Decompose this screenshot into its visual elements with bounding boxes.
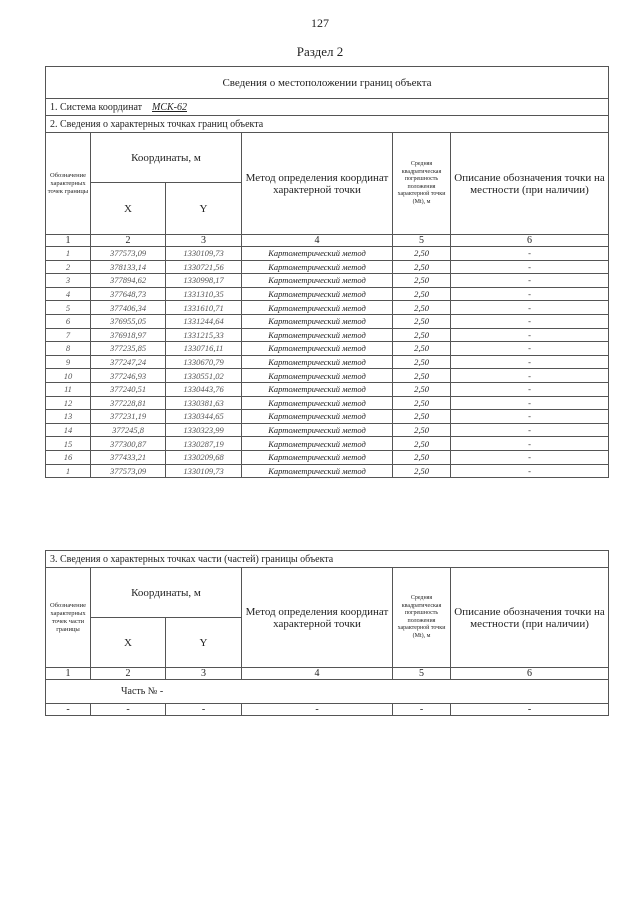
point-y: 1330721,56 — [166, 260, 242, 274]
point-method: Картометрический метод — [242, 437, 393, 451]
point-number: 1 — [46, 464, 91, 478]
point-y: 1331244,64 — [166, 314, 242, 328]
point-x: 377247,24 — [91, 355, 166, 369]
point-y: 1330670,79 — [166, 355, 242, 369]
table-title: Сведения о местоположении границ объекта — [46, 67, 609, 99]
point-accuracy: 2,50 — [393, 437, 451, 451]
point-number: 4 — [46, 287, 91, 301]
point-number: 2 — [46, 260, 91, 274]
boundary-table — [45, 66, 609, 478]
point-number: 13 — [46, 410, 91, 424]
point-y: 1331215,33 — [166, 328, 242, 342]
table-row — [46, 382, 609, 396]
page-number: 127 — [311, 16, 329, 30]
point-method: Картометрический метод — [242, 301, 393, 315]
table-row — [46, 410, 609, 424]
point-y: 1330443,76 — [166, 382, 242, 396]
point-y: 1330716,11 — [166, 342, 242, 356]
empty-cell: - — [46, 704, 91, 716]
table-row — [46, 396, 609, 410]
point-method: Картометрический метод — [242, 450, 393, 464]
point-number: 11 — [46, 382, 91, 396]
point-x: 376918,97 — [91, 328, 166, 342]
point-method: Картометрический метод — [242, 328, 393, 342]
point-y: 1331610,71 — [166, 301, 242, 315]
header-accuracy: Средняя квадратическая погрешность положения характерной точки (Mt), м — [393, 133, 451, 235]
point-accuracy: 2,50 — [393, 247, 451, 261]
point-number: 15 — [46, 437, 91, 451]
point-number: 9 — [46, 355, 91, 369]
points-body — [46, 247, 609, 478]
table-row — [46, 464, 609, 478]
point-method: Картометрический метод — [242, 423, 393, 437]
point-method: Картометрический метод — [242, 369, 393, 383]
point-number: 12 — [46, 396, 91, 410]
point-method: Картометрический метод — [242, 314, 393, 328]
point-method: Картометрический метод — [242, 274, 393, 288]
point-accuracy: 2,50 — [393, 260, 451, 274]
point-description: - — [451, 410, 609, 424]
point-accuracy: 2,50 — [393, 423, 451, 437]
point-accuracy: 2,50 — [393, 450, 451, 464]
header-coordinates: Координаты, м — [91, 568, 242, 618]
point-description: - — [451, 301, 609, 315]
section-title: Раздел 2 — [296, 44, 344, 59]
header-y: Y — [166, 618, 242, 668]
table-row — [46, 423, 609, 437]
header-method: Метод определения координат характерной точки — [242, 133, 393, 235]
table-row — [46, 355, 609, 369]
table-row — [46, 314, 609, 328]
column-number: 1 — [46, 235, 91, 247]
point-x: 377406,34 — [91, 301, 166, 315]
point-method: Картометрический метод — [242, 382, 393, 396]
part-label: Часть № - — [46, 680, 609, 704]
column-number: 5 — [393, 668, 451, 680]
point-method: Картометрический метод — [242, 355, 393, 369]
point-number: 7 — [46, 328, 91, 342]
point-accuracy: 2,50 — [393, 301, 451, 315]
point-y: 1330381,63 — [166, 396, 242, 410]
header-part-point-designation: Обозначение характерных точек части границы — [46, 568, 91, 668]
point-description: - — [451, 423, 609, 437]
table-row — [46, 301, 609, 315]
point-description: - — [451, 450, 609, 464]
point-x: 377240,51 — [91, 382, 166, 396]
column-number: 2 — [91, 668, 166, 680]
point-x: 377246,93 — [91, 369, 166, 383]
column-number: 5 — [393, 235, 451, 247]
header-method: Метод определения координат характерной точки — [242, 568, 393, 668]
header-coordinates: Координаты, м — [91, 133, 242, 183]
coordinate-system-row — [46, 99, 609, 116]
parts-table — [45, 550, 609, 716]
empty-cell: - — [242, 704, 393, 716]
point-x: 378133,14 — [91, 260, 166, 274]
point-y: 1330287,19 — [166, 437, 242, 451]
point-x: 377300,87 — [91, 437, 166, 451]
point-method: Картометрический метод — [242, 342, 393, 356]
point-number: 3 — [46, 274, 91, 288]
point-number: 14 — [46, 423, 91, 437]
point-x: 377433,21 — [91, 450, 166, 464]
point-description: - — [451, 396, 609, 410]
point-x: 377573,09 — [91, 247, 166, 261]
point-y: 1330109,73 — [166, 464, 242, 478]
column-number: 1 — [46, 668, 91, 680]
point-accuracy: 2,50 — [393, 382, 451, 396]
point-accuracy: 2,50 — [393, 464, 451, 478]
point-method: Картометрический метод — [242, 260, 393, 274]
column-number: 2 — [91, 235, 166, 247]
empty-cell: - — [91, 704, 166, 716]
point-method: Картометрический метод — [242, 396, 393, 410]
point-accuracy: 2,50 — [393, 274, 451, 288]
point-x: 377573,09 — [91, 464, 166, 478]
point-accuracy: 2,50 — [393, 287, 451, 301]
point-description: - — [451, 328, 609, 342]
column-number: 3 — [166, 235, 242, 247]
point-x: 376955,05 — [91, 314, 166, 328]
table-row — [46, 369, 609, 383]
point-y: 1330109,73 — [166, 247, 242, 261]
point-number: 10 — [46, 369, 91, 383]
point-description: - — [451, 382, 609, 396]
point-description: - — [451, 260, 609, 274]
header-x: X — [91, 183, 166, 235]
point-number: 8 — [46, 342, 91, 356]
point-description: - — [451, 247, 609, 261]
table-row — [46, 450, 609, 464]
table-row — [46, 328, 609, 342]
point-y: 1330323,99 — [166, 423, 242, 437]
point-number: 1 — [46, 247, 91, 261]
header-point-designation: Обозначение характерных точек границы — [46, 133, 91, 235]
table-row — [46, 274, 609, 288]
coordinate-system-label: 1. Система координат — [50, 101, 143, 113]
point-number: 5 — [46, 301, 91, 315]
header-y: Y — [166, 183, 242, 235]
point-y: 1330344,65 — [166, 410, 242, 424]
point-accuracy: 2,50 — [393, 342, 451, 356]
point-number: 16 — [46, 450, 91, 464]
point-x: 377231,19 — [91, 410, 166, 424]
empty-cell: - — [393, 704, 451, 716]
column-number: 6 — [451, 235, 609, 247]
point-accuracy: 2,50 — [393, 369, 451, 383]
column-numbers-row — [46, 235, 609, 247]
point-y: 1330998,17 — [166, 274, 242, 288]
column-number: 6 — [451, 668, 609, 680]
point-description: - — [451, 355, 609, 369]
points-section-title: 2. Сведения о характерных точках границ объекта — [46, 116, 609, 133]
point-description: - — [451, 437, 609, 451]
point-description: - — [451, 314, 609, 328]
empty-part-row — [46, 704, 609, 716]
point-method: Картометрический метод — [242, 464, 393, 478]
point-description: - — [451, 342, 609, 356]
point-method: Картометрический метод — [242, 410, 393, 424]
point-accuracy: 2,50 — [393, 410, 451, 424]
table-row — [46, 247, 609, 261]
point-method: Картометрический метод — [242, 247, 393, 261]
point-description: - — [451, 274, 609, 288]
point-accuracy: 2,50 — [393, 314, 451, 328]
parts-section-title: 3. Сведения о характерных точках части (частей) границы объекта — [46, 551, 609, 568]
table-row — [46, 260, 609, 274]
column-number: 4 — [242, 668, 393, 680]
point-y: 1330209,68 — [166, 450, 242, 464]
point-accuracy: 2,50 — [393, 328, 451, 342]
point-description: - — [451, 464, 609, 478]
table-row — [46, 437, 609, 451]
column-number: 3 — [166, 668, 242, 680]
coordinate-system-value: МСК-62 — [152, 101, 188, 113]
empty-cell: - — [166, 704, 242, 716]
point-x: 377228,81 — [91, 396, 166, 410]
table-row — [46, 287, 609, 301]
empty-cell: - — [451, 704, 609, 716]
point-accuracy: 2,50 — [393, 355, 451, 369]
header-x: X — [91, 618, 166, 668]
point-x: 377894,62 — [91, 274, 166, 288]
header-accuracy: Средняя квадратическая погрешность положения характерной точки (Mt), м — [393, 568, 451, 668]
header-description: Описание обозначения точки на местности (при наличии) — [451, 133, 609, 235]
header-description: Описание обозначения точки на местности (при наличии) — [451, 568, 609, 668]
column-numbers-row — [46, 668, 609, 680]
point-method: Картометрический метод — [242, 287, 393, 301]
table-row — [46, 342, 609, 356]
point-y: 1330551,02 — [166, 369, 242, 383]
point-x: 377245,8 — [91, 423, 166, 437]
point-description: - — [451, 287, 609, 301]
point-number: 6 — [46, 314, 91, 328]
point-accuracy: 2,50 — [393, 396, 451, 410]
point-x: 377648,73 — [91, 287, 166, 301]
column-number: 4 — [242, 235, 393, 247]
point-x: 377235,85 — [91, 342, 166, 356]
point-description: - — [451, 369, 609, 383]
point-y: 1331310,35 — [166, 287, 242, 301]
